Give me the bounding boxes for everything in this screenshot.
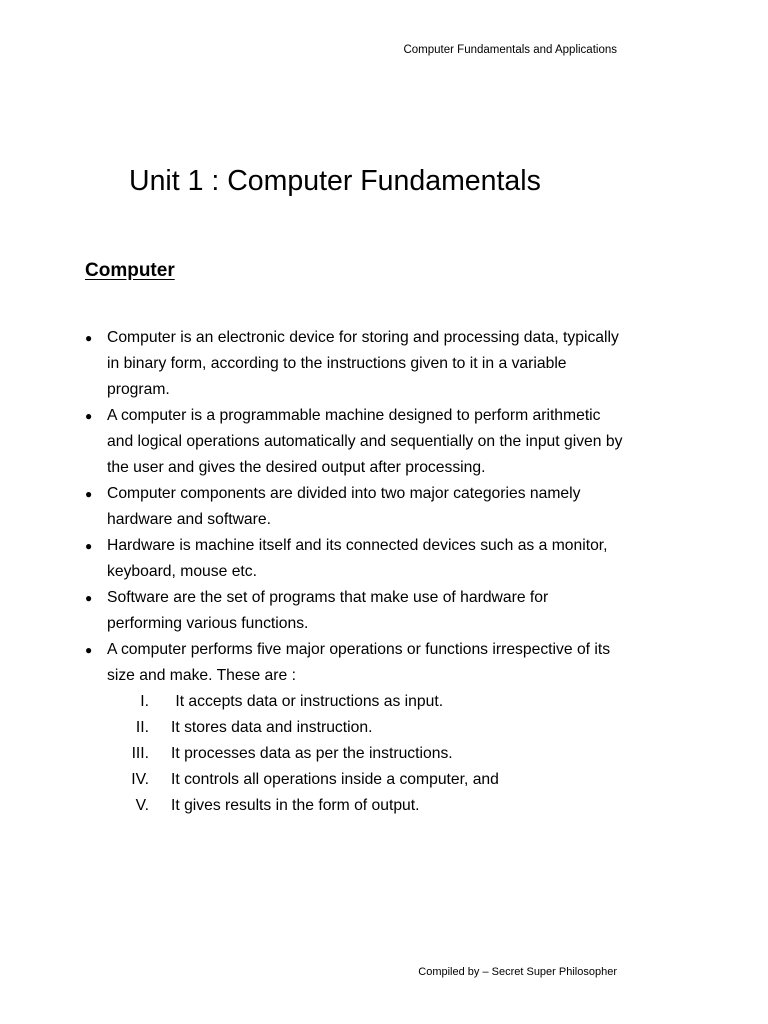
bullet-text: A computer performs five major operations or functions irrespective of its size and make. These are : xyxy=(107,641,611,684)
operation-item xyxy=(107,741,625,767)
operation-item xyxy=(107,767,625,793)
bullet-icon: ● xyxy=(85,409,93,423)
bullet-icon: ● xyxy=(85,487,93,501)
roman-numeral: I. xyxy=(140,693,149,710)
bullet-icon: ● xyxy=(85,591,93,605)
bullet-text: Hardware is machine itself and its connected devices such as a monitor, keyboard, mouse etc. xyxy=(107,537,608,580)
bullet-item xyxy=(85,637,625,819)
operation-text: It controls all operations inside a computer, and xyxy=(171,771,499,788)
bullet-icon: ● xyxy=(85,643,93,657)
roman-numeral: IV. xyxy=(131,771,149,788)
operation-item xyxy=(107,793,625,819)
bullet-item xyxy=(85,325,625,403)
operations-list xyxy=(107,689,625,819)
page-header: Computer Fundamentals and Applications xyxy=(403,44,617,56)
operation-text: It stores data and instruction. xyxy=(171,719,373,736)
bullet-icon: ● xyxy=(85,539,93,553)
bullet-item xyxy=(85,403,625,481)
operation-text: It processes data as per the instructions. xyxy=(171,745,453,762)
page-footer: Compiled by – Secret Super Philosopher xyxy=(418,966,617,978)
bullet-text: Computer is an electronic device for storing and processing data, typically in binary form, according to the instructions given to it in a variable program. xyxy=(107,329,619,398)
bullet-item xyxy=(85,533,625,585)
operation-text: It gives results in the form of output. xyxy=(171,797,420,814)
roman-numeral: II. xyxy=(135,719,149,736)
roman-numeral: V. xyxy=(135,797,149,814)
operation-item xyxy=(107,715,625,741)
section-heading: Computer xyxy=(85,260,175,281)
page-title: Unit 1 : Computer Fundamentals xyxy=(129,165,541,197)
bullet-item xyxy=(85,481,625,533)
bullet-text: Computer components are divided into two major categories namely hardware and software. xyxy=(107,485,581,528)
bullet-icon: ● xyxy=(85,331,93,345)
bullet-list xyxy=(85,325,625,819)
bullet-text: A computer is a programmable machine designed to perform arithmetic and logical operations automatically and sequentially on the input given by the user and gives the desired output after processing. xyxy=(107,407,623,476)
operation-text: It accepts data or instructions as input. xyxy=(171,693,444,710)
roman-numeral: III. xyxy=(131,745,149,762)
bullet-text: Software are the set of programs that make use of hardware for performing various functions. xyxy=(107,589,549,632)
bullet-item xyxy=(85,585,625,637)
operation-item xyxy=(107,689,625,715)
